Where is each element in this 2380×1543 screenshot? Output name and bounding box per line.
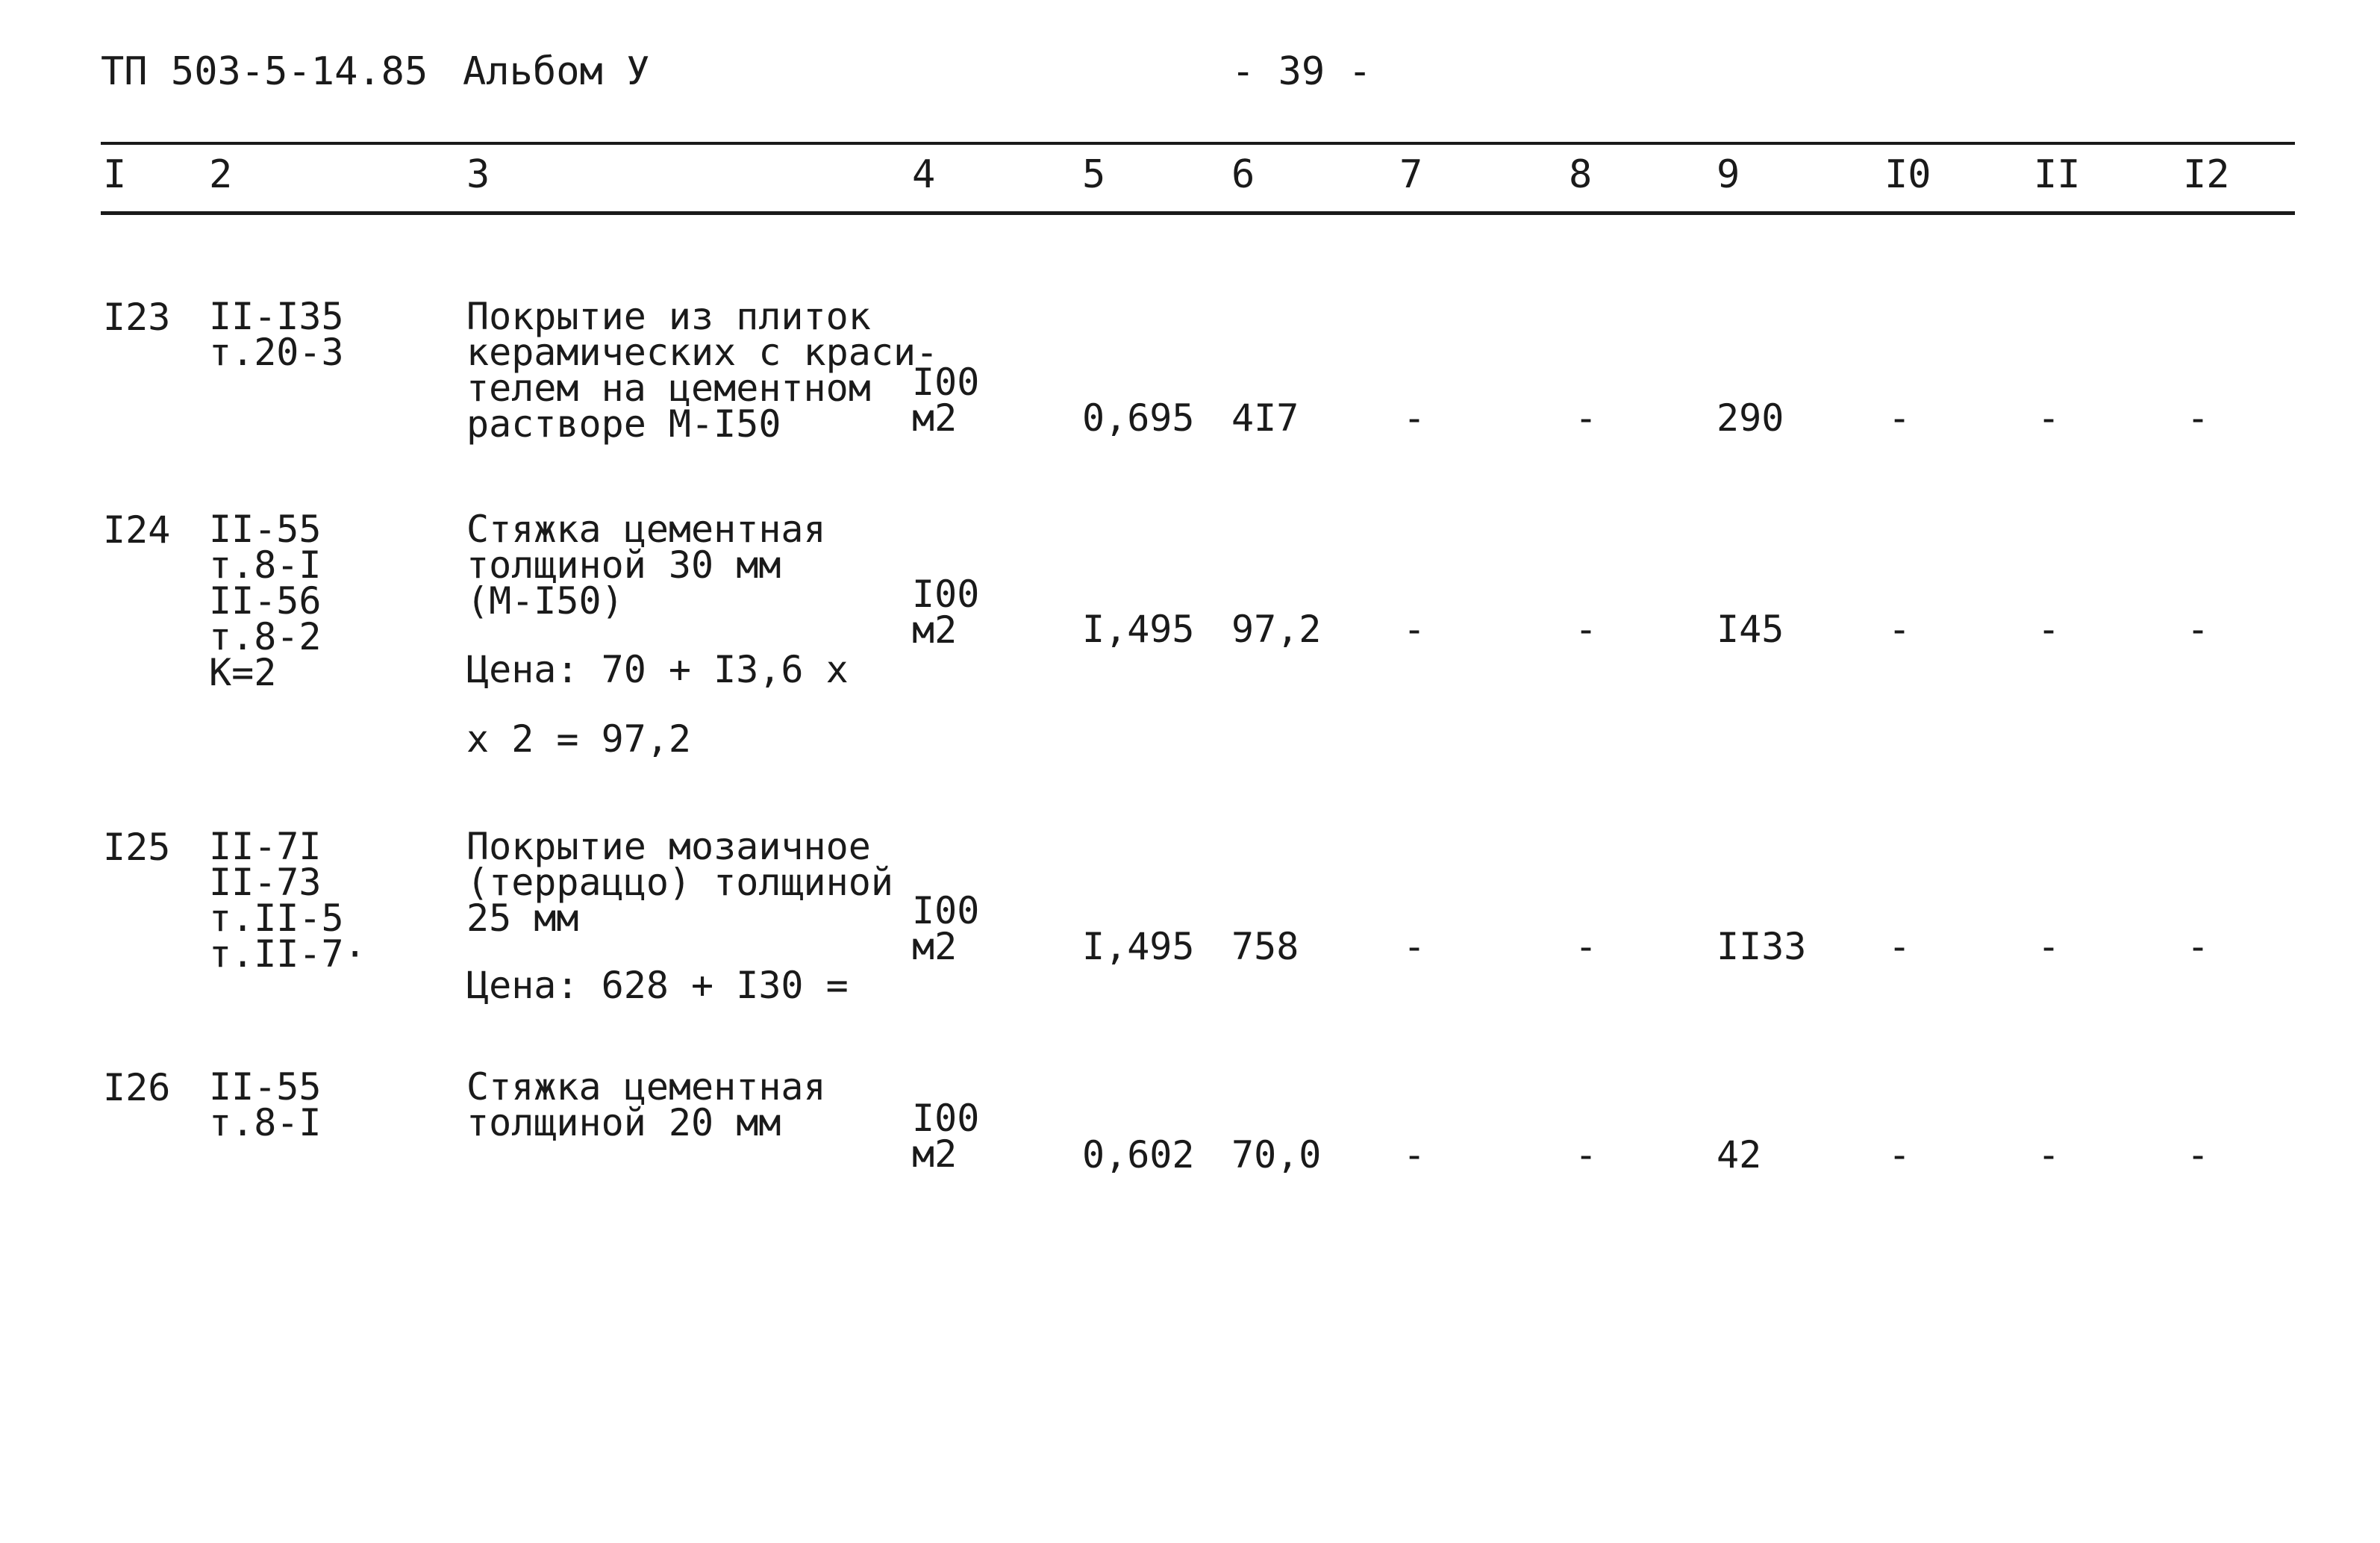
- col-11-value: -: [2037, 1133, 2061, 1176]
- col-11-value: -: [2037, 925, 2061, 968]
- col-header-10: I0: [1884, 152, 1931, 197]
- unit-price: 70,0: [1231, 1133, 1322, 1176]
- col-10-value: -: [1888, 396, 1911, 440]
- price-calculation: Цена: 628 + I30 =: [466, 964, 849, 1007]
- col-header-9: 9: [1717, 152, 1740, 197]
- col-8-value: -: [1575, 396, 1598, 440]
- col-header-6: 6: [1231, 152, 1255, 197]
- row-number: I25: [103, 826, 171, 869]
- col-7-value: -: [1403, 925, 1426, 968]
- work-description: Покрытие мозаичное (терраццо) толщиной 25 мм: [466, 825, 893, 940]
- unit: I00 м2: [912, 361, 980, 440]
- price-calculation-continued: х 2 = 97,2: [466, 717, 692, 761]
- col-12-value: -: [2187, 396, 2210, 440]
- unit: I00 м2: [912, 889, 980, 968]
- col-10-value: -: [1888, 1133, 1911, 1176]
- col-8-value: -: [1575, 925, 1598, 968]
- total-cost: 42: [1717, 1133, 1762, 1176]
- unit: I00 м2: [912, 573, 980, 652]
- unit-price: 758: [1231, 925, 1299, 968]
- price-calculation: Цена: 70 + I3,6 х: [466, 648, 849, 691]
- work-description: Покрытие из плиток керамических с краси- телем на цементном растворе М-I50: [466, 295, 939, 446]
- row-number: I23: [103, 296, 171, 339]
- col-10-value: -: [1888, 925, 1911, 968]
- col-12-value: -: [2187, 925, 2210, 968]
- col-header-11: II: [2034, 152, 2081, 197]
- quantity: 0,602: [1082, 1133, 1195, 1176]
- col-header-12: I2: [2183, 152, 2230, 197]
- work-description: Стяжка цементная толщиной 20 мм: [466, 1065, 826, 1144]
- work-description: Стяжка цементная толщиной 30 мм (М-I50): [466, 508, 826, 623]
- col-8-value: -: [1575, 1133, 1598, 1176]
- col-header-2: 2: [209, 152, 233, 197]
- total-cost: 290: [1717, 396, 1784, 440]
- col-12-value: -: [2187, 608, 2210, 651]
- header-bottom-rule: [101, 211, 2295, 215]
- row-number: I26: [103, 1066, 171, 1109]
- rate-code: II-7I II-73 т.II-5 т.II-7·: [209, 825, 366, 976]
- col-header-4: 4: [912, 152, 936, 197]
- page-number: - 39 -: [1231, 49, 1372, 94]
- unit: I00 м2: [912, 1097, 980, 1176]
- col-8-value: -: [1575, 608, 1598, 651]
- rate-code: II-55 т.8-I II-56 т.8-2 К=2: [209, 508, 322, 694]
- album-label: Альбом У: [463, 49, 650, 94]
- col-7-value: -: [1403, 608, 1426, 651]
- total-cost: I45: [1717, 608, 1784, 651]
- col-header-8: 8: [1569, 152, 1593, 197]
- col-header-7: 7: [1399, 152, 1423, 197]
- row-number: I24: [103, 508, 171, 552]
- total-cost: II33: [1717, 925, 1807, 968]
- col-11-value: -: [2037, 396, 2061, 440]
- rate-code: II-I35 т.20-3: [209, 295, 344, 374]
- col-12-value: -: [2187, 1133, 2210, 1176]
- col-header-3: 3: [466, 152, 490, 197]
- quantity: I,495: [1082, 608, 1195, 651]
- col-11-value: -: [2037, 608, 2061, 651]
- unit-price: 97,2: [1231, 608, 1322, 651]
- col-7-value: -: [1403, 396, 1426, 440]
- rate-code: II-55 т.8-I: [209, 1065, 322, 1144]
- quantity: 0,695: [1082, 396, 1195, 440]
- unit-price: 4I7: [1231, 396, 1299, 440]
- col-7-value: -: [1403, 1133, 1426, 1176]
- col-header-5: 5: [1082, 152, 1106, 197]
- quantity: I,495: [1082, 925, 1195, 968]
- col-10-value: -: [1888, 608, 1911, 651]
- col-header-1: I: [103, 152, 127, 197]
- document-code: ТП 503-5-14.85: [101, 49, 428, 94]
- header-top-rule: [101, 142, 2295, 145]
